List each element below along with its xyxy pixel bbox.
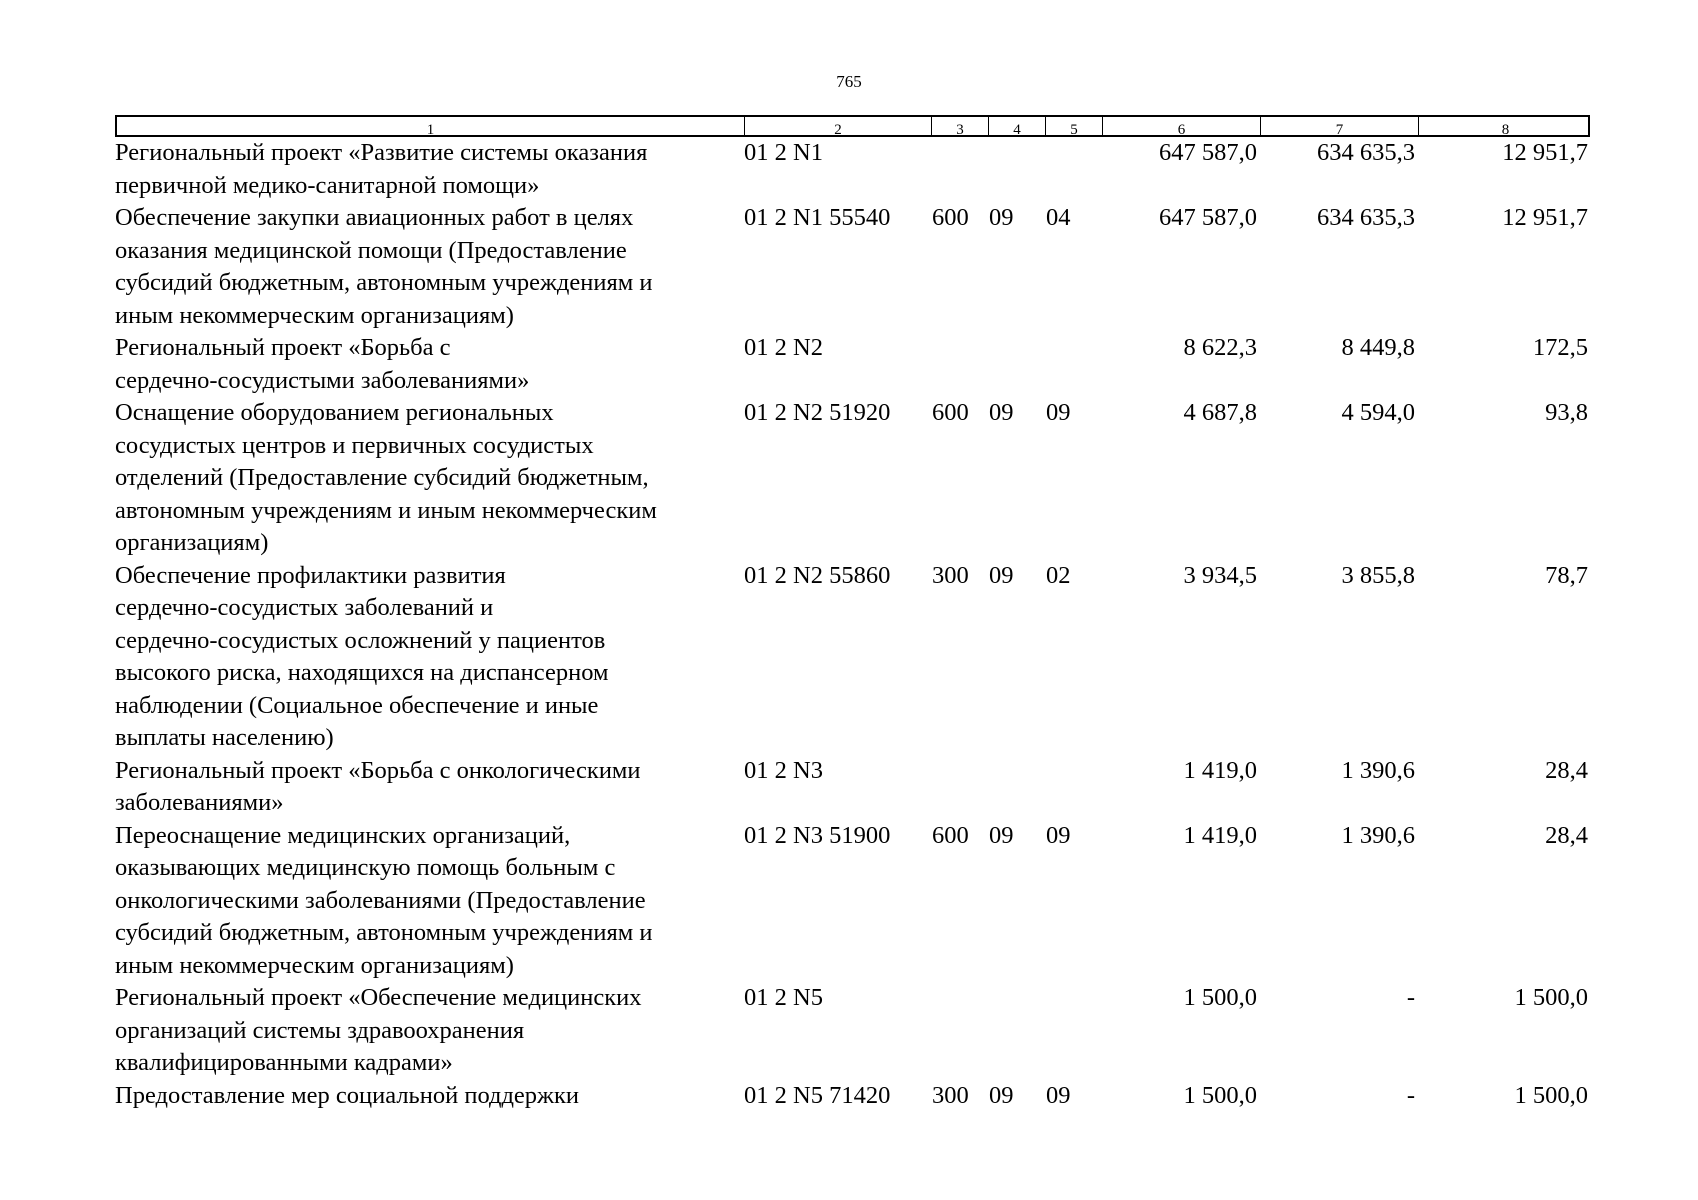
table-row <box>115 982 1590 1080</box>
row-value-6: 8 622,3 <box>1183 334 1257 361</box>
row-value-8: 78,7 <box>1545 561 1588 589</box>
row-value-7: - <box>1406 984 1415 1011</box>
row-value-6: 3 934,5 <box>1183 561 1257 589</box>
row-code: 01 2 N1 <box>744 139 823 166</box>
row-name: Региональный проект «Развитие системы оказания первичной медико-санитарной помощи» <box>115 139 648 199</box>
row-col-5 <box>1044 982 1101 1080</box>
row-name: Переоснащение медицинских организаций, оказывающих медицинскую помощь больным с онкологическими заболеваниями (Предоставление субсидий бюджетным, автономным учреждениям и иным некоммерческим организациям) <box>115 821 653 979</box>
row-name: Региональный проект «Борьба с сердечно-сосудистыми заболеваниями» <box>115 334 530 394</box>
row-col-3: 600 <box>932 204 969 231</box>
row-col-5: 04 <box>1046 204 1071 231</box>
row-code: 01 2 N2 51920 <box>744 399 891 426</box>
row-col-3 <box>930 982 987 1080</box>
row-value-6: 1 500,0 <box>1183 984 1257 1011</box>
row-col-5: 02 <box>1046 561 1071 589</box>
row-value-7: 634 635,3 <box>1317 139 1415 166</box>
row-col-3 <box>930 137 987 202</box>
header-cell-3: 3 <box>932 117 989 135</box>
table-row <box>115 202 1590 332</box>
table-row <box>115 755 1590 820</box>
row-code: 01 2 N1 55540 <box>744 204 891 231</box>
row-col-4: 09 <box>989 204 1014 231</box>
page-number: 765 <box>836 72 862 91</box>
row-value-8: 28,4 <box>1545 756 1588 784</box>
row-value-7: 4 594,0 <box>1341 399 1415 426</box>
row-col-3 <box>930 755 987 820</box>
table-row <box>115 332 1590 397</box>
row-col-4 <box>987 137 1044 202</box>
row-col-4: 09 <box>989 1081 1014 1109</box>
row-col-4: 09 <box>989 561 1014 589</box>
row-name: Оснащение оборудованием региональных сосудистых центров и первичных сосудистых отделений (Предоставление субсидий бюджетным, автономным учреждениям и иным некоммерческим организациям) <box>115 399 657 556</box>
row-value-7: 1 390,6 <box>1341 821 1415 849</box>
row-value-8: 172,5 <box>1532 334 1588 361</box>
header-cell-4: 4 <box>989 117 1046 135</box>
row-value-6: 647 587,0 <box>1159 204 1257 231</box>
row-value-6: 647 587,0 <box>1159 139 1257 166</box>
row-col-4 <box>987 755 1044 820</box>
row-col-3: 600 <box>932 399 969 426</box>
row-value-7: 634 635,3 <box>1317 204 1415 231</box>
row-value-6: 4 687,8 <box>1183 399 1257 426</box>
row-value-8: 93,8 <box>1545 399 1588 426</box>
row-value-7: 3 855,8 <box>1341 561 1415 589</box>
row-col-5 <box>1044 332 1101 397</box>
row-value-7: - <box>1406 1081 1415 1109</box>
row-name: Обеспечение профилактики развития сердечно-сосудистых заболеваний и сердечно-сосудистых осложнений у пациентов высокого риска, находящихся на диспансерном наблюдении (Социальное обеспечение и иные выплаты населению) <box>115 561 609 751</box>
row-col-4 <box>987 982 1044 1080</box>
row-col-5: 09 <box>1046 1081 1071 1109</box>
row-col-3 <box>930 332 987 397</box>
table-row <box>115 137 1590 202</box>
row-value-6: 1 419,0 <box>1183 821 1257 849</box>
row-col-5: 09 <box>1046 399 1071 426</box>
table-row <box>115 560 1590 755</box>
row-value-7: 8 449,8 <box>1341 334 1415 361</box>
row-code: 01 2 N5 <box>744 984 823 1011</box>
budget-table <box>115 115 1590 1112</box>
table-row <box>115 397 1590 560</box>
row-col-4 <box>987 332 1044 397</box>
row-col-5 <box>1044 137 1101 202</box>
table-header-row <box>115 115 1590 137</box>
header-cell-1: 1 <box>117 117 745 135</box>
row-value-6: 1 419,0 <box>1183 756 1257 784</box>
table-body <box>115 137 1590 1112</box>
row-col-4: 09 <box>989 821 1014 849</box>
row-value-8: 1 500,0 <box>1514 1081 1588 1109</box>
table-row <box>115 820 1590 983</box>
row-value-8: 12 951,7 <box>1502 139 1588 166</box>
header-cell-5: 5 <box>1046 117 1103 135</box>
row-col-3: 300 <box>932 561 969 589</box>
row-value-6: 1 500,0 <box>1183 1081 1257 1109</box>
table-row <box>115 1080 1590 1113</box>
row-code: 01 2 N2 <box>744 334 823 361</box>
row-value-8: 1 500,0 <box>1514 984 1588 1011</box>
row-value-7: 1 390,6 <box>1341 756 1415 784</box>
row-code: 01 2 N3 51900 <box>744 821 891 849</box>
header-cell-2: 2 <box>745 117 932 135</box>
row-col-5 <box>1044 755 1101 820</box>
header-cell-7: 7 <box>1261 117 1419 135</box>
header-cell-6: 6 <box>1103 117 1261 135</box>
row-name: Региональный проект «Обеспечение медицинских организаций системы здравоохранения квалифицированными кадрами» <box>115 984 642 1076</box>
row-name: Обеспечение закупки авиационных работ в целях оказания медицинской помощи (Предоставление субсидий бюджетным, автономным учреждениям и иным некоммерческим организациям) <box>115 204 653 329</box>
row-code: 01 2 N3 <box>744 756 823 784</box>
row-code: 01 2 N5 71420 <box>744 1081 891 1109</box>
row-col-3: 600 <box>932 821 969 849</box>
row-col-3: 300 <box>932 1081 969 1109</box>
row-col-4: 09 <box>989 399 1014 426</box>
row-code: 01 2 N2 55860 <box>744 561 891 589</box>
header-cell-8: 8 <box>1501 122 1510 135</box>
row-name: Региональный проект «Борьба с онкологическими заболеваниями» <box>115 756 641 816</box>
row-col-5: 09 <box>1046 821 1071 849</box>
row-name: Предоставление мер социальной поддержки <box>115 1081 579 1109</box>
row-value-8: 28,4 <box>1545 821 1588 849</box>
row-value-8: 12 951,7 <box>1502 204 1588 231</box>
